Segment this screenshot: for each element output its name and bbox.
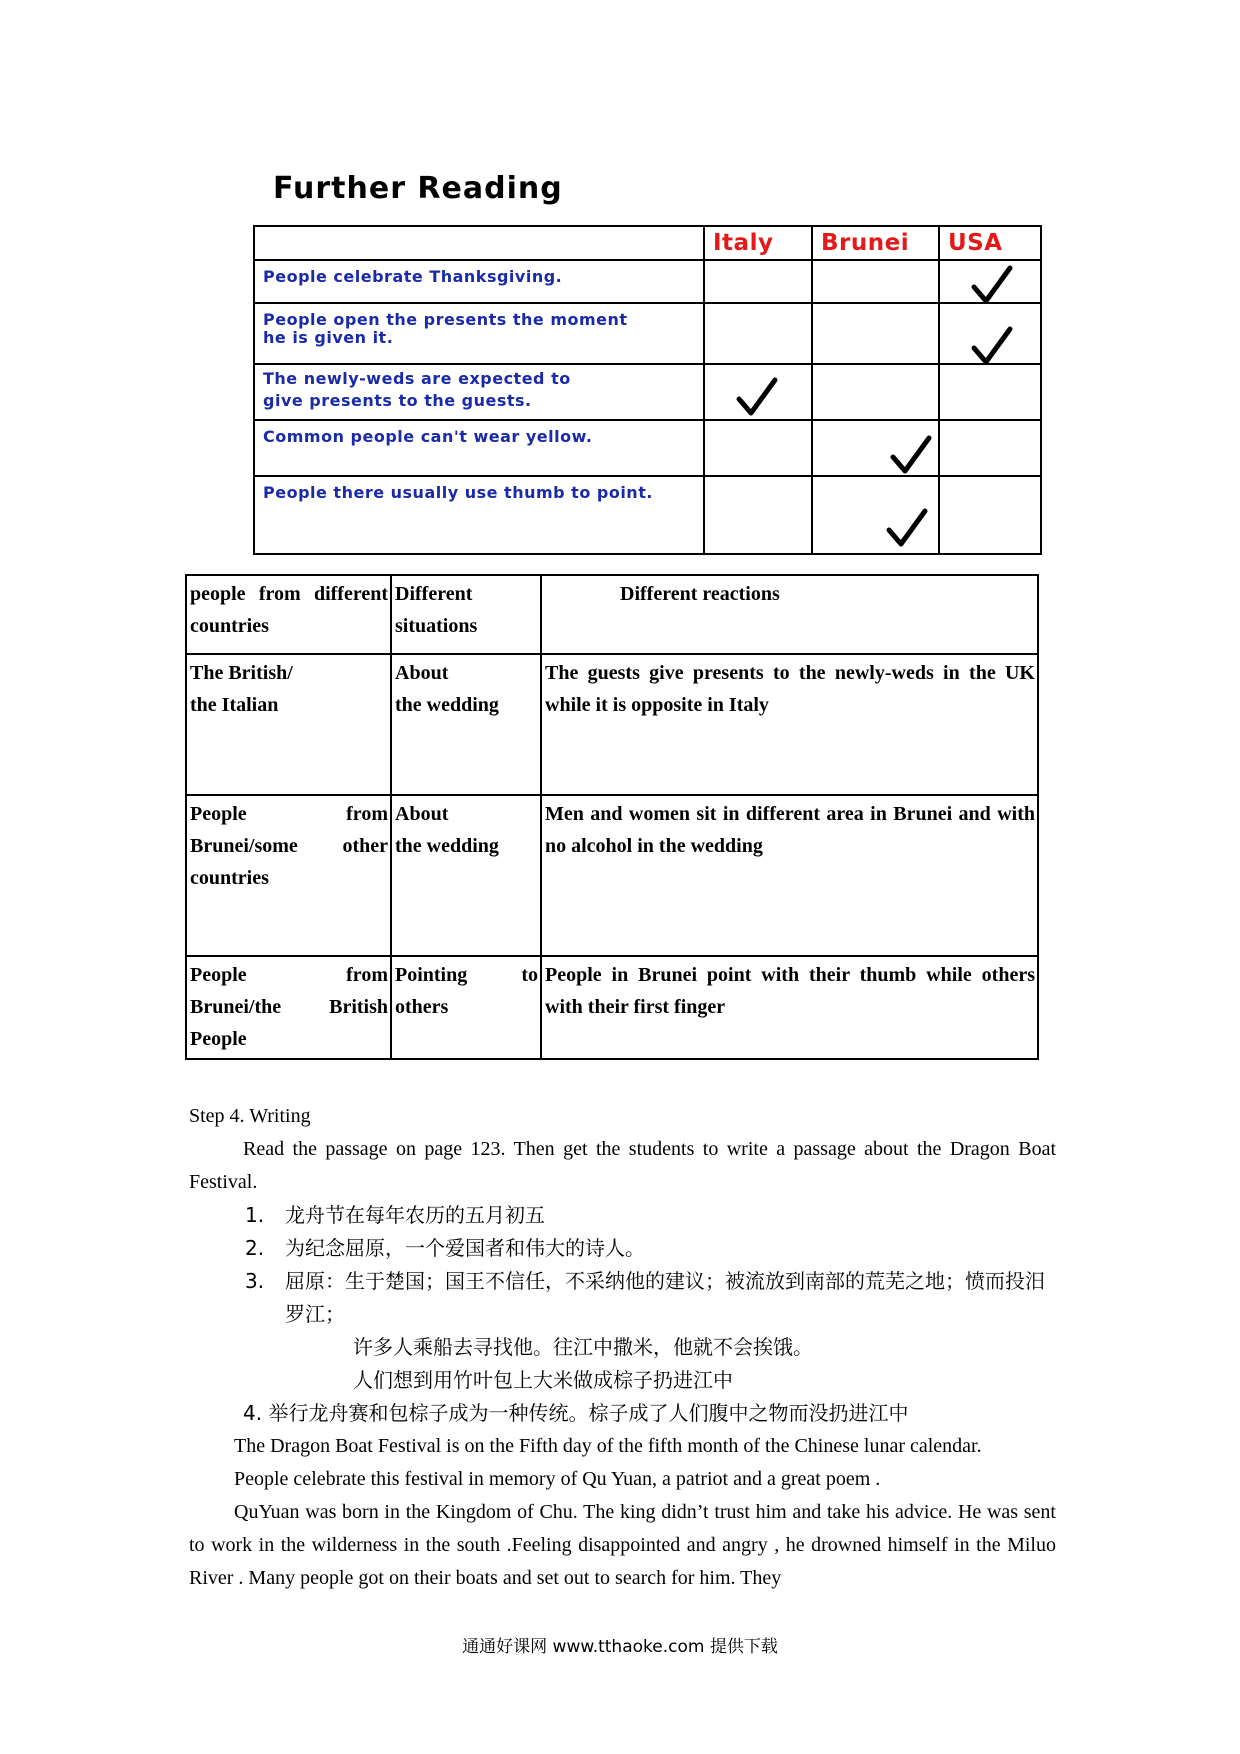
check-cell-usa bbox=[939, 364, 1041, 420]
check-cell-italy bbox=[704, 364, 812, 420]
further-reading-title: Further Reading bbox=[273, 171, 563, 206]
table-row bbox=[186, 795, 1038, 956]
situation-cell: About the wedding bbox=[391, 795, 541, 956]
list-item bbox=[245, 1199, 1057, 1232]
table-row bbox=[254, 364, 1041, 420]
column-header-brunei: Brunei bbox=[812, 226, 939, 260]
further-reading-table bbox=[253, 225, 1042, 555]
check-mark-icon bbox=[735, 377, 779, 419]
list-item bbox=[245, 1232, 1057, 1265]
paragraph: QuYuan was born in the Kingdom of Chu. The king didn’t trust him and take his advice. He was sent to work in the wilderness in the south .Feeling disappointed and angry , he drowned himself in the Miluo River . Many people got on their boats and set out to search for him. They bbox=[189, 1501, 1056, 1589]
table-row bbox=[254, 420, 1041, 476]
check-mark-icon bbox=[970, 265, 1014, 307]
table-row bbox=[254, 260, 1041, 303]
table-row bbox=[186, 575, 1038, 654]
reaction-cell: Men and women sit in different area in Brunei and with no alcohol in the wedding bbox=[541, 795, 1038, 956]
point-number: 2. bbox=[245, 1236, 265, 1260]
sub-point: 许多人乘船去寻找他。往江中撒米，他就不会挨饿。 bbox=[353, 1335, 813, 1359]
point-text: 为纪念屈原，一个爱国者和伟大的诗人。 bbox=[285, 1236, 645, 1260]
countries-cell: People from Brunei/the British People bbox=[186, 956, 391, 1059]
check-cell-usa bbox=[939, 476, 1041, 554]
header-reactions: Different reactions bbox=[541, 575, 1038, 654]
page-footer: 通通好课网 www.tthaoke.com 提供下载 bbox=[462, 1637, 778, 1657]
sub-point: 人们想到用竹叶包上大米做成棕子扔进江中 bbox=[353, 1368, 733, 1392]
check-cell-brunei bbox=[812, 420, 939, 476]
table-row bbox=[254, 476, 1041, 554]
point-text: 屈原：生于楚国；国王不信任，不采纳他的建议；被流放到南部的荒芜之地；愤而投汨罗江； bbox=[285, 1269, 1045, 1326]
check-cell-italy bbox=[704, 303, 812, 364]
countries-cell: People from Brunei/some other countries bbox=[186, 795, 391, 956]
table-row bbox=[186, 956, 1038, 1059]
column-header-usa: USA bbox=[939, 226, 1041, 260]
check-cell-italy bbox=[704, 476, 812, 554]
check-cell-italy bbox=[704, 260, 812, 303]
check-cell-brunei bbox=[812, 476, 939, 554]
check-cell-brunei bbox=[812, 303, 939, 364]
point-text: 龙舟节在每年农历的五月初五 bbox=[285, 1203, 545, 1227]
situation-cell: Pointing to others bbox=[391, 956, 541, 1059]
header-situations: Different situations bbox=[391, 575, 541, 654]
point-number: 1. bbox=[245, 1203, 265, 1227]
header-blank-cell bbox=[254, 226, 704, 260]
situation-cell: About the wedding bbox=[391, 654, 541, 795]
column-header-italy: Italy bbox=[704, 226, 812, 260]
check-cell-italy bbox=[704, 420, 812, 476]
point-four: 4. 举行龙舟赛和包棕子成为一种传统。棕子成了人们腹中之物而没扔进江中 bbox=[243, 1401, 909, 1425]
list-item bbox=[245, 1265, 1057, 1331]
header-countries: people from different countries bbox=[186, 575, 391, 654]
check-cell-usa bbox=[939, 420, 1041, 476]
check-mark-icon bbox=[885, 508, 929, 550]
check-mark-icon bbox=[970, 326, 1014, 368]
statement-cell: The newly-weds are expected to give presents to the guests. bbox=[254, 364, 704, 420]
writing-heading: Step 4. Writing bbox=[189, 1105, 311, 1127]
statement-cell: Common people can't wear yellow. bbox=[254, 420, 704, 476]
writing-points bbox=[245, 1199, 1057, 1397]
statement-cell: People open the presents the moment he is given it. bbox=[254, 303, 704, 364]
point-number: 3. bbox=[245, 1269, 265, 1293]
paragraph: The Dragon Boat Festival is on the Fifth day of the fifth month of the Chinese lunar calendar. bbox=[234, 1435, 982, 1457]
table-row bbox=[186, 654, 1038, 795]
check-cell-brunei bbox=[812, 364, 939, 420]
check-cell-brunei bbox=[812, 260, 939, 303]
reaction-cell: The guests give presents to the newly-weds in the UK while it is opposite in Italy bbox=[541, 654, 1038, 795]
reactions-table bbox=[185, 574, 1039, 1060]
check-cell-usa bbox=[939, 303, 1041, 364]
check-cell-usa bbox=[939, 260, 1041, 303]
check-mark-icon bbox=[889, 435, 933, 477]
countries-cell: The British/ the Italian bbox=[186, 654, 391, 795]
reaction-cell: People in Brunei point with their thumb while others with their first finger bbox=[541, 956, 1038, 1059]
statement-cell: People celebrate Thanksgiving. bbox=[254, 260, 704, 303]
writing-intro: Read the passage on page 123. Then get the students to write a passage about the Dragon Boat Festival. bbox=[189, 1138, 1056, 1193]
statement-cell: People there usually use thumb to point. bbox=[254, 476, 704, 554]
table-row bbox=[254, 303, 1041, 364]
paragraph: People celebrate this festival in memory of Qu Yuan, a patriot and a great poem . bbox=[234, 1468, 881, 1490]
